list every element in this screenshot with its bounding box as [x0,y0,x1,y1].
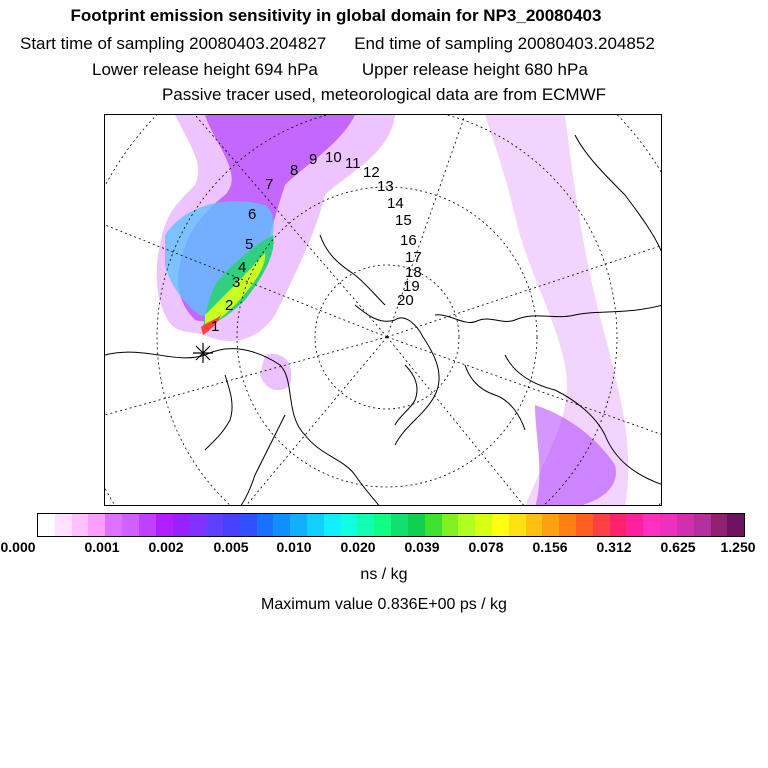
scale-tick-label: 0.020 [340,539,376,555]
trajectory-label: 12 [363,164,380,181]
color-scale-segment [341,514,358,536]
upper-release-height: Upper release height 680 hPa [361,60,588,79]
color-scale-segment [626,514,643,536]
color-scale-segment [391,514,408,536]
color-scale-segment [509,514,526,536]
scale-tick-label: 0.000 [0,539,36,555]
scale-tick-label: 0.002 [148,539,184,555]
color-scale-segment [88,514,105,536]
map-canvas [105,115,662,506]
lower-release-height: Lower release height 694 hPa [92,60,318,79]
color-scale-segment [156,514,173,536]
end-time-label: End time of sampling 20080403.204852 [354,34,655,53]
color-scale-segment [223,514,240,536]
color-scale-segment [458,514,475,536]
trajectory-label: 17 [405,249,422,266]
trajectory-label: 2 [225,297,234,314]
unit-label: ns / kg [360,566,408,583]
color-scale-segment [643,514,660,536]
trajectory-label: 14 [387,195,404,212]
trajectory-label: 10 [325,149,342,166]
color-scale-segment [173,514,190,536]
color-scale-segment [374,514,391,536]
scale-tick-label: 0.312 [596,539,632,555]
scale-tick-label: 0.039 [404,539,440,555]
scale-tick-label: 0.625 [660,539,696,555]
color-scale-segment [610,514,627,536]
color-scale-segment [38,514,55,536]
color-scale-segment [727,514,744,536]
color-scale-segment [660,514,677,536]
color-scale-segment [257,514,274,536]
plot-title: Footprint emission sensitivity in global domain for NP3_20080403 [70,6,602,25]
color-scale-segment [408,514,425,536]
tracer-note: Passive tracer used, meteorological data are from ECMWF [161,85,607,104]
color-scale-segment [55,514,72,536]
color-scale-segment [357,514,374,536]
trajectory-label: 7 [265,176,274,193]
trajectory-label: 18 [405,264,422,281]
trajectory-label: 11 [345,155,361,172]
trajectory-label: 1 [211,318,220,335]
color-scale-segment [290,514,307,536]
scale-tick-label: 1.250 [720,539,756,555]
color-scale-segment [105,514,122,536]
sampling-times [20,34,760,54]
color-scale-segment [139,514,156,536]
color-scale-segment [694,514,711,536]
color-scale-segment [273,514,290,536]
color-scale-segment [240,514,257,536]
scale-tick-label: 0.010 [276,539,312,555]
scale-tick-label: 0.001 [84,539,120,555]
trajectory-label: 5 [245,236,254,253]
polar-map [104,114,662,506]
trajectory-label: 4 [238,259,247,276]
scale-tick-label: 0.005 [213,539,249,555]
color-scale-segment [475,514,492,536]
color-scale-segment [559,514,576,536]
scale-tick-label: 0.156 [532,539,568,555]
color-scale-segment [677,514,694,536]
trajectory-label: 20 [397,292,414,309]
trajectory-label: 19 [403,278,420,295]
start-time-label: Start time of sampling 20080403.204827 [20,34,327,53]
trajectory-label: 8 [290,162,299,179]
trajectory-label: 15 [395,212,412,229]
color-scale-segment [324,514,341,536]
color-scale-segment [526,514,543,536]
color-scale-segment [442,514,459,536]
release-point-asterisk-icon [193,343,213,363]
scale-tick-label: 0.078 [468,539,504,555]
color-scale-segment [593,514,610,536]
color-scale-segment [72,514,89,536]
color-scale-segment [206,514,223,536]
color-scale-segment [542,514,559,536]
trajectory-label: 13 [377,178,394,195]
color-scale-segment [307,514,324,536]
color-scale-segment [189,514,206,536]
trajectory-label: 6 [248,206,257,223]
color-scale-segment [122,514,139,536]
color-scale-segment [492,514,509,536]
color-scale-bar [37,513,745,537]
trajectory-label: 16 [400,232,417,249]
color-scale-segment [425,514,442,536]
trajectory-label: 3 [232,274,241,291]
trajectory-label: 9 [309,151,318,168]
color-scale-segment [711,514,728,536]
max-value-label: Maximum value 0.836E+00 ps / kg [261,596,507,613]
release-heights [0,60,768,80]
color-scale-segment [576,514,593,536]
